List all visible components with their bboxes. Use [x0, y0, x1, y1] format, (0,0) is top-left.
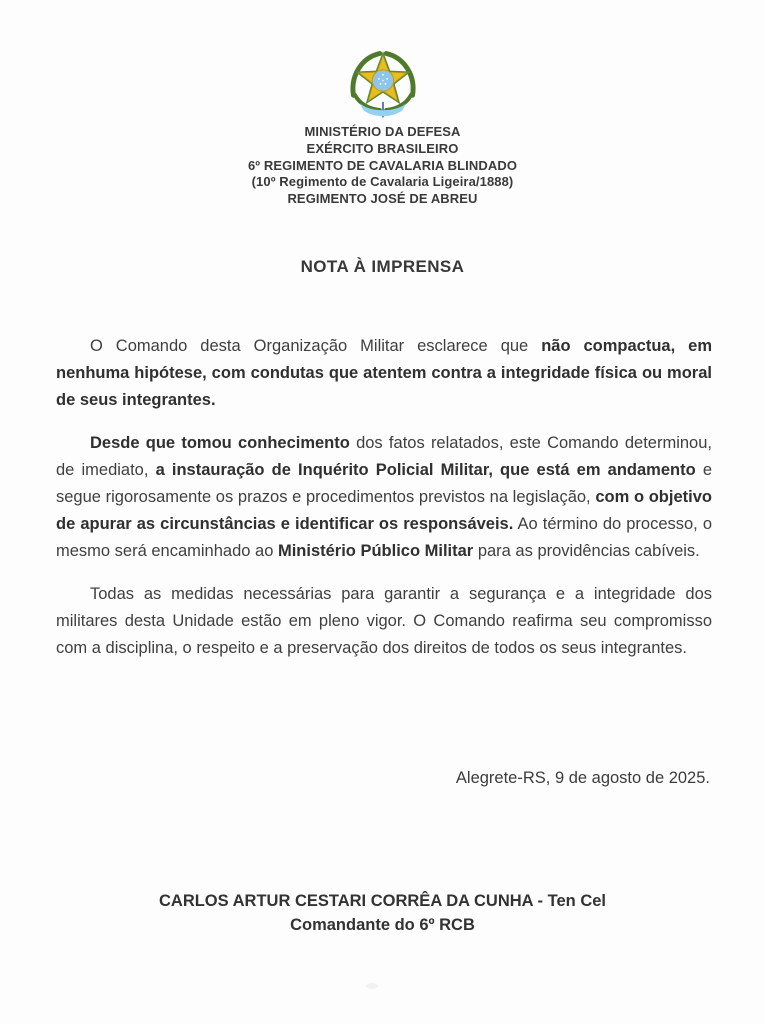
header-line: (10º Regimento de Cavalaria Ligeira/1888)	[251, 174, 514, 190]
header-line: REGIMENTO JOSÉ DE ABREU	[287, 191, 478, 207]
brazil-coat-of-arms-icon	[342, 46, 424, 120]
header-line: MINISTÉRIO DA DEFESA	[304, 124, 461, 139]
paragraph: Todas as medidas necessárias para garantir a segurança e a integridade dos militares desta Unidade estão em pleno vigor. O Comando reafirma seu compromisso com a disciplina, o respeito e a preservação dos direitos de todos os seus integrantes.	[56, 584, 712, 658]
body-paragraphs	[56, 333, 712, 677]
signature-name: CARLOS ARTUR CESTARI CORRÊA DA CUNHA - Ten Cel	[158, 892, 607, 910]
dateline: Alegrete-RS, 9 de agosto de 2025.	[455, 769, 710, 787]
signature-role: Comandante do 6º RCB	[290, 916, 475, 934]
scan-artifact	[366, 983, 378, 989]
signature-block	[0, 889, 765, 937]
page-title: NOTA À IMPRENSA	[300, 257, 465, 276]
paragraph: O Comando desta Organização Militar esclarece que não compactua, em nenhuma hipótese, com condutas que atentem contra a integridade física ou moral de seus integrantes.	[56, 337, 713, 410]
paragraph: Desde que tomou conhecimento dos fatos relatados, este Comando determinou, de imediato, a instauração de Inquérito Policial Militar, que está em andamento e segue rigorosamente os prazos e procedimentos previstos na legislação, com o objetivo de apurar as circunstâncias e identificar os responsáveis. Ao término do processo, o mesmo será encaminhado ao Ministério Público Militar para as providências cabíveis.	[56, 433, 713, 561]
header-line: EXÉRCITO BRASILEIRO	[306, 140, 459, 156]
header-line: 6º REGIMENTO DE CAVALARIA BLINDADO	[247, 157, 518, 173]
header-org-block	[0, 124, 765, 208]
